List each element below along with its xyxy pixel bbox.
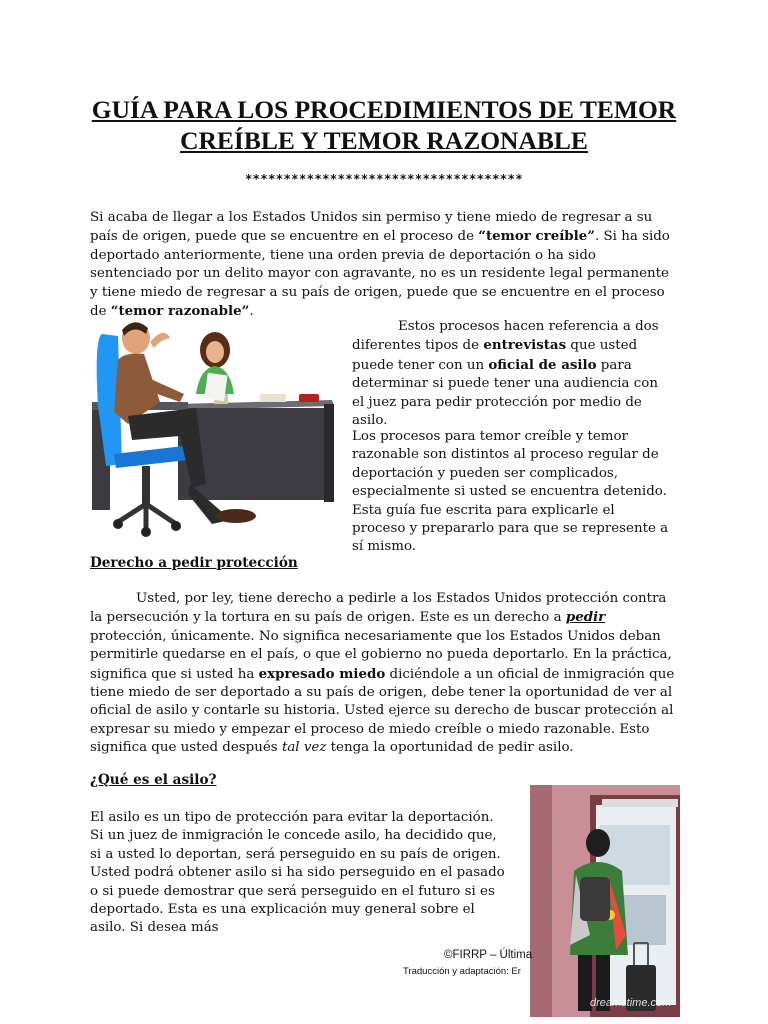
processes-text-3: para determinar si puede tener una audiencia con el juez para pedir protección por medio de asilo. (352, 357, 658, 429)
processes-paragraph (352, 318, 670, 430)
asilo-paragraph: El asilo es un tipo de protección para evitar la deportación. Si un juez de inmigración le concede asilo, ha decidido que, si a usted lo deportan, será perseguido en su país de origen. Usted podrá obtener asilo si ha sido perseguido en el pasado o si puede demostrar que será perseguido en el futuro si es deportado. Esta es una explicación muy general sobre el asilo. Si desea más (90, 810, 505, 936)
intro-paragraph (90, 209, 670, 321)
intro-text-2: . Si ha sido deportado anteriormente, tiene una orden previa de deportación o ha sido sentenciado por un delito mayor con agravante, no es un residente legal permanente y tiene miedo de regresar a su país de origen, puede que se encuentre en el proceso de (90, 229, 670, 320)
processes-text-2: que usted puede tener con un (352, 338, 638, 373)
intro-bold-1: “temor creíble” (478, 228, 595, 245)
photo-watermark: dreamstime.com (590, 997, 672, 1009)
derecho-emph-pedir: pedir (565, 609, 606, 626)
derecho-text-3: diciéndole a un oficial de inmigración que tiene miedo de ser deportado a su país de origen, debe tener la oportunidad de ver al oficial de asilo y contarle su historia. Usted ejerce su derecho de buscar protección al expresar su miedo y empezar el proceso de miedo creíble o miedo razonable. Esto significa que usted después (90, 666, 675, 756)
footer-copyright: ©FIRRP – Última (444, 949, 533, 961)
processes-bold-2: oficial de asilo (488, 356, 597, 373)
photo-graphic (530, 785, 680, 1017)
intro-bold-2: “temor razonable” (110, 303, 250, 320)
processes-bold-1: entrevistas (483, 337, 567, 354)
section-heading-derecho: Derecho a pedir protección (90, 555, 298, 571)
derecho-text-4: tenga la oportunidad de pedir asilo. (326, 740, 574, 756)
section-heading-asilo: ¿Qué es el asilo? (90, 772, 217, 788)
derecho-paragraph (90, 590, 678, 758)
separator: ************************************ (244, 172, 524, 186)
office-interview-illustration (84, 316, 346, 554)
document-title: GUÍA PARA LOS PROCEDIMIENTOS DE TEMOR CREÍBLE Y TEMOR RAZONABLE (91, 95, 677, 155)
derecho-italic-talvez: tal vez (281, 740, 327, 756)
derecho-text-1: Usted, por ley, tiene derecho a pedirle a los Estados Unidos protección contra la persecución y la tortura en su país de origen. Este es un derecho a (90, 591, 667, 626)
woman-suitcase-photo (530, 785, 680, 1017)
footer-translation: Traducción y adaptación: Er (403, 966, 521, 977)
intro-text-3: . (249, 304, 254, 320)
derecho-bold-expresado: expresado miedo (258, 665, 386, 682)
processes-text-1: Estos procesos hacen referencia a dos diferentes tipos de (352, 319, 659, 354)
processes-distinct-paragraph: Los procesos para temor creíble y temor razonable son distintos al proceso regular de deportación y pueden ser complicados, especialmente si usted se encuentra detenido. Esta guía fue escrita para explicarle el proceso y prepararlo para que se represente a sí mismo. (352, 429, 669, 555)
derecho-text-2: protección, únicamente. No significa necesariamente que los Estados Unidos deban permitirle quedarse en el país, o que el gobierno no pueda deportarlo. En la práctica, significa que si usted ha (90, 628, 672, 682)
intro-text-1: Si acaba de llegar a los Estados Unidos sin permiso y tiene miedo de regresar a su país de origen, puede que se encuentre en el proceso de (90, 210, 653, 245)
